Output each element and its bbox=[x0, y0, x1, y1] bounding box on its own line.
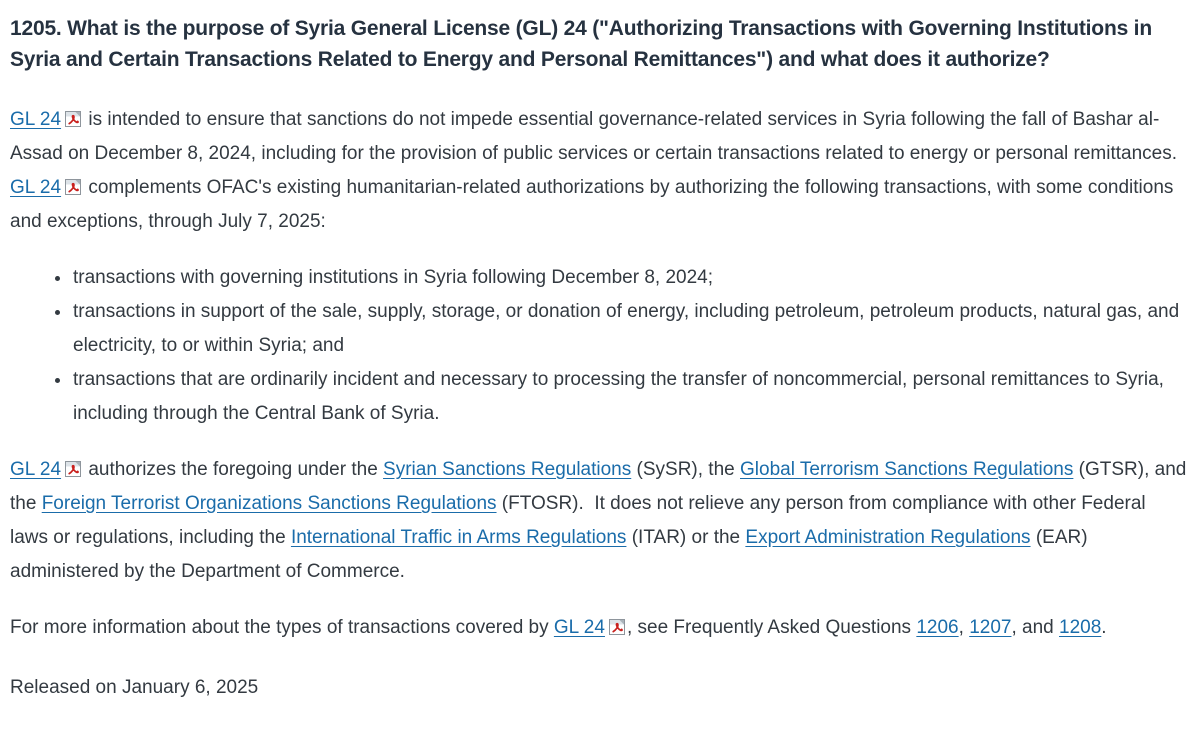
pdf-icon[interactable] bbox=[65, 461, 81, 477]
list-item: • transactions with governing institutions in Syria following December 8, 2024; bbox=[72, 261, 1187, 295]
export-administration-regulations-link[interactable]: Export Administration Regulations bbox=[745, 527, 1031, 548]
regulations-paragraph: GL 24 authorizes the foregoing under the Syrian Sanctions Regulations (SySR), the Global Terrorism Sanctions Regulations (GTSR), and the Foreign Terrorist Organizations Sanctions Regulations (FTOSR). It does not relieve any person from compliance with other Federal laws or regulations, including the International Traffic in Arms Regulations (ITAR) or the Export Administration Regulations (EAR) administered by the Department of Commerce. bbox=[10, 459, 1192, 582]
pdf-icon[interactable] bbox=[65, 111, 81, 127]
foreign-terrorist-organizations-sanctions-regulations-link[interactable]: Foreign Terrorist Organizations Sanctions Regulations bbox=[41, 493, 497, 514]
faq-1208-link[interactable]: 1208 bbox=[1059, 617, 1102, 638]
list-item: • transactions that are ordinarily incident and necessary to processing the transfer of noncommercial, personal remittances to Syria, including through the Central Bank of Syria. bbox=[72, 363, 1187, 431]
faq-1207-link[interactable]: 1207 bbox=[969, 617, 1012, 638]
international-traffic-in-arms-regulations-link[interactable]: International Traffic in Arms Regulations bbox=[290, 527, 627, 548]
authorized-transactions-list bbox=[10, 261, 1187, 431]
list-item: • transactions in support of the sale, supply, storage, or donation of energy, including petroleum, petroleum products, natural gas, and electricity, to or within Syria; and bbox=[72, 295, 1187, 363]
faq-1206-link[interactable]: 1206 bbox=[916, 617, 959, 638]
intro-paragraph: GL 24 is intended to ensure that sanctions do not impede essential governance-related services in Syria following the fall of Bashar al-Assad on December 8, 2024, including for the provision of public services or certain transactions related to energy or personal remittances. GL 24 complements OFAC's existing humanitarian-related authorizations by authorizing the following transactions, with some conditions and exceptions, through July 7, 2025: bbox=[10, 109, 1188, 232]
gl24-link-2[interactable]: GL 24 bbox=[10, 177, 62, 198]
pdf-icon[interactable] bbox=[609, 619, 625, 635]
syrian-sanctions-regulations-link[interactable]: Syrian Sanctions Regulations bbox=[383, 459, 632, 480]
gl24-link-4[interactable]: GL 24 bbox=[553, 617, 605, 638]
pdf-icon[interactable] bbox=[65, 179, 81, 195]
gl24-link-1[interactable]: GL 24 bbox=[10, 109, 62, 130]
global-terrorism-sanctions-regulations-link[interactable]: Global Terrorism Sanctions Regulations bbox=[740, 459, 1074, 480]
faq-question-title: 1205. What is the purpose of Syria General License (GL) 24 ("Authorizing Transactions with Governing Institutions in Syria and Certain Transactions Related to Energy and Personal Remittances") and what does it authorize? bbox=[10, 17, 1152, 71]
gl24-link-3[interactable]: GL 24 bbox=[10, 459, 62, 480]
more-info-paragraph: For more information about the types of transactions covered by GL 24 , see Frequently Asked Questions 1206, 1207, and 1208. bbox=[10, 617, 1107, 638]
released-date: Released on January 6, 2025 bbox=[10, 677, 259, 698]
